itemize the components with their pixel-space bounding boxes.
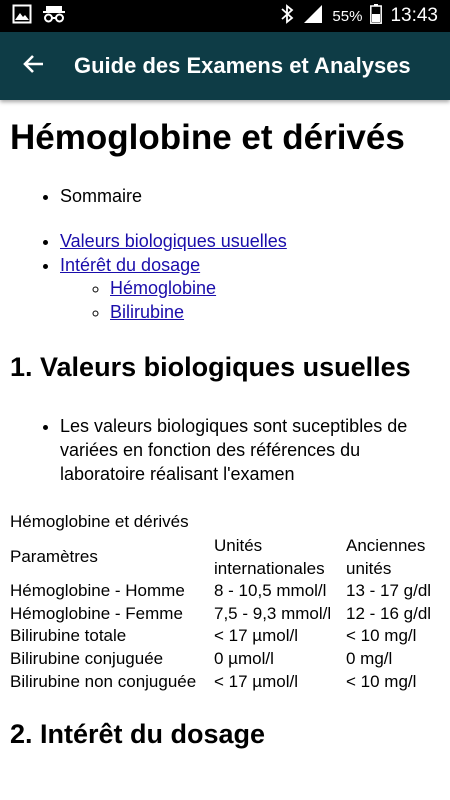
table-header-cell: Paramètres bbox=[10, 547, 98, 567]
battery-icon bbox=[370, 4, 382, 28]
table-cell: Bilirubine non conjuguée bbox=[10, 671, 197, 691]
table-row bbox=[10, 580, 440, 603]
table-cell: Hémoglobine - Homme bbox=[10, 581, 185, 601]
page-content[interactable] bbox=[0, 100, 450, 800]
page-title: Hémoglobine et dérivés bbox=[10, 118, 405, 157]
table-of-contents bbox=[10, 230, 440, 324]
toc-link-hemoglobine[interactable]: Hémoglobine bbox=[110, 278, 217, 299]
note-text: • Les valeurs biologiques sont suceptibles de variées en fonction des références du laboratoire réalisant l'examen bbox=[60, 415, 440, 487]
table-cell: 0 µmol/l bbox=[214, 649, 274, 668]
table-cell: Hémoglobine - Femme bbox=[10, 603, 183, 623]
table-row bbox=[10, 671, 440, 694]
summary-label: • Sommaire bbox=[60, 185, 440, 208]
signal-icon bbox=[302, 4, 324, 28]
table-header-cell: Anciennes unités bbox=[346, 535, 426, 578]
note-list bbox=[10, 415, 440, 487]
table-cell: < 17 µmol/l bbox=[214, 626, 298, 646]
table-cell: < 17 µmol/l bbox=[214, 671, 298, 691]
app-bar bbox=[0, 32, 450, 100]
table-row bbox=[10, 648, 440, 671]
arrow-left-icon bbox=[22, 52, 46, 81]
summary-list bbox=[10, 185, 440, 208]
table-cell: 8 - 10,5 mmol/l bbox=[214, 581, 327, 601]
toc-sublist bbox=[60, 277, 440, 324]
back-button[interactable] bbox=[14, 46, 54, 86]
section-heading-valeurs: 1. Valeurs biologiques usuelles bbox=[10, 351, 411, 382]
clock: 13:43 bbox=[390, 5, 438, 26]
table-cell: < 10 mg/l bbox=[346, 671, 417, 691]
status-bar bbox=[0, 0, 450, 32]
toc-item bbox=[60, 230, 440, 253]
section-heading-interet: 2. Intérêt du dosage bbox=[10, 719, 266, 750]
table-cell: 13 - 17 g/dl bbox=[346, 581, 432, 601]
toc-link-bilirubine[interactable]: Bilirubine bbox=[110, 301, 185, 322]
table-cell: Bilirubine conjuguée bbox=[10, 649, 164, 668]
toc-item bbox=[60, 254, 440, 324]
table-cell: Bilirubine totale bbox=[10, 626, 127, 646]
incognito-icon bbox=[42, 4, 66, 29]
app-title: Guide des Examens et Analyses bbox=[74, 53, 411, 78]
bluetooth-icon bbox=[280, 4, 294, 28]
table-cell: 0 mg/l bbox=[346, 649, 393, 668]
toc-subitem bbox=[110, 301, 440, 324]
table-cell: 7,5 - 9,3 mmol/l bbox=[214, 603, 332, 623]
values-table bbox=[10, 535, 440, 693]
gallery-icon bbox=[12, 4, 32, 29]
table-header-cell: Unités internationales bbox=[214, 535, 325, 578]
toc-link-valeurs[interactable]: Valeurs biologiques usuelles bbox=[60, 231, 287, 252]
battery-percent: 55% bbox=[332, 7, 363, 25]
toc-subitem bbox=[110, 277, 440, 300]
table-row bbox=[10, 625, 440, 648]
table-header-row bbox=[10, 535, 440, 580]
table-caption: Hémoglobine et dérivés bbox=[10, 511, 189, 531]
table-row bbox=[10, 603, 440, 626]
table-cell: < 10 mg/l bbox=[346, 626, 417, 646]
table-cell: 12 - 16 g/dl bbox=[346, 603, 432, 623]
toc-link-interet[interactable]: Intérêt du dosage bbox=[60, 254, 201, 275]
